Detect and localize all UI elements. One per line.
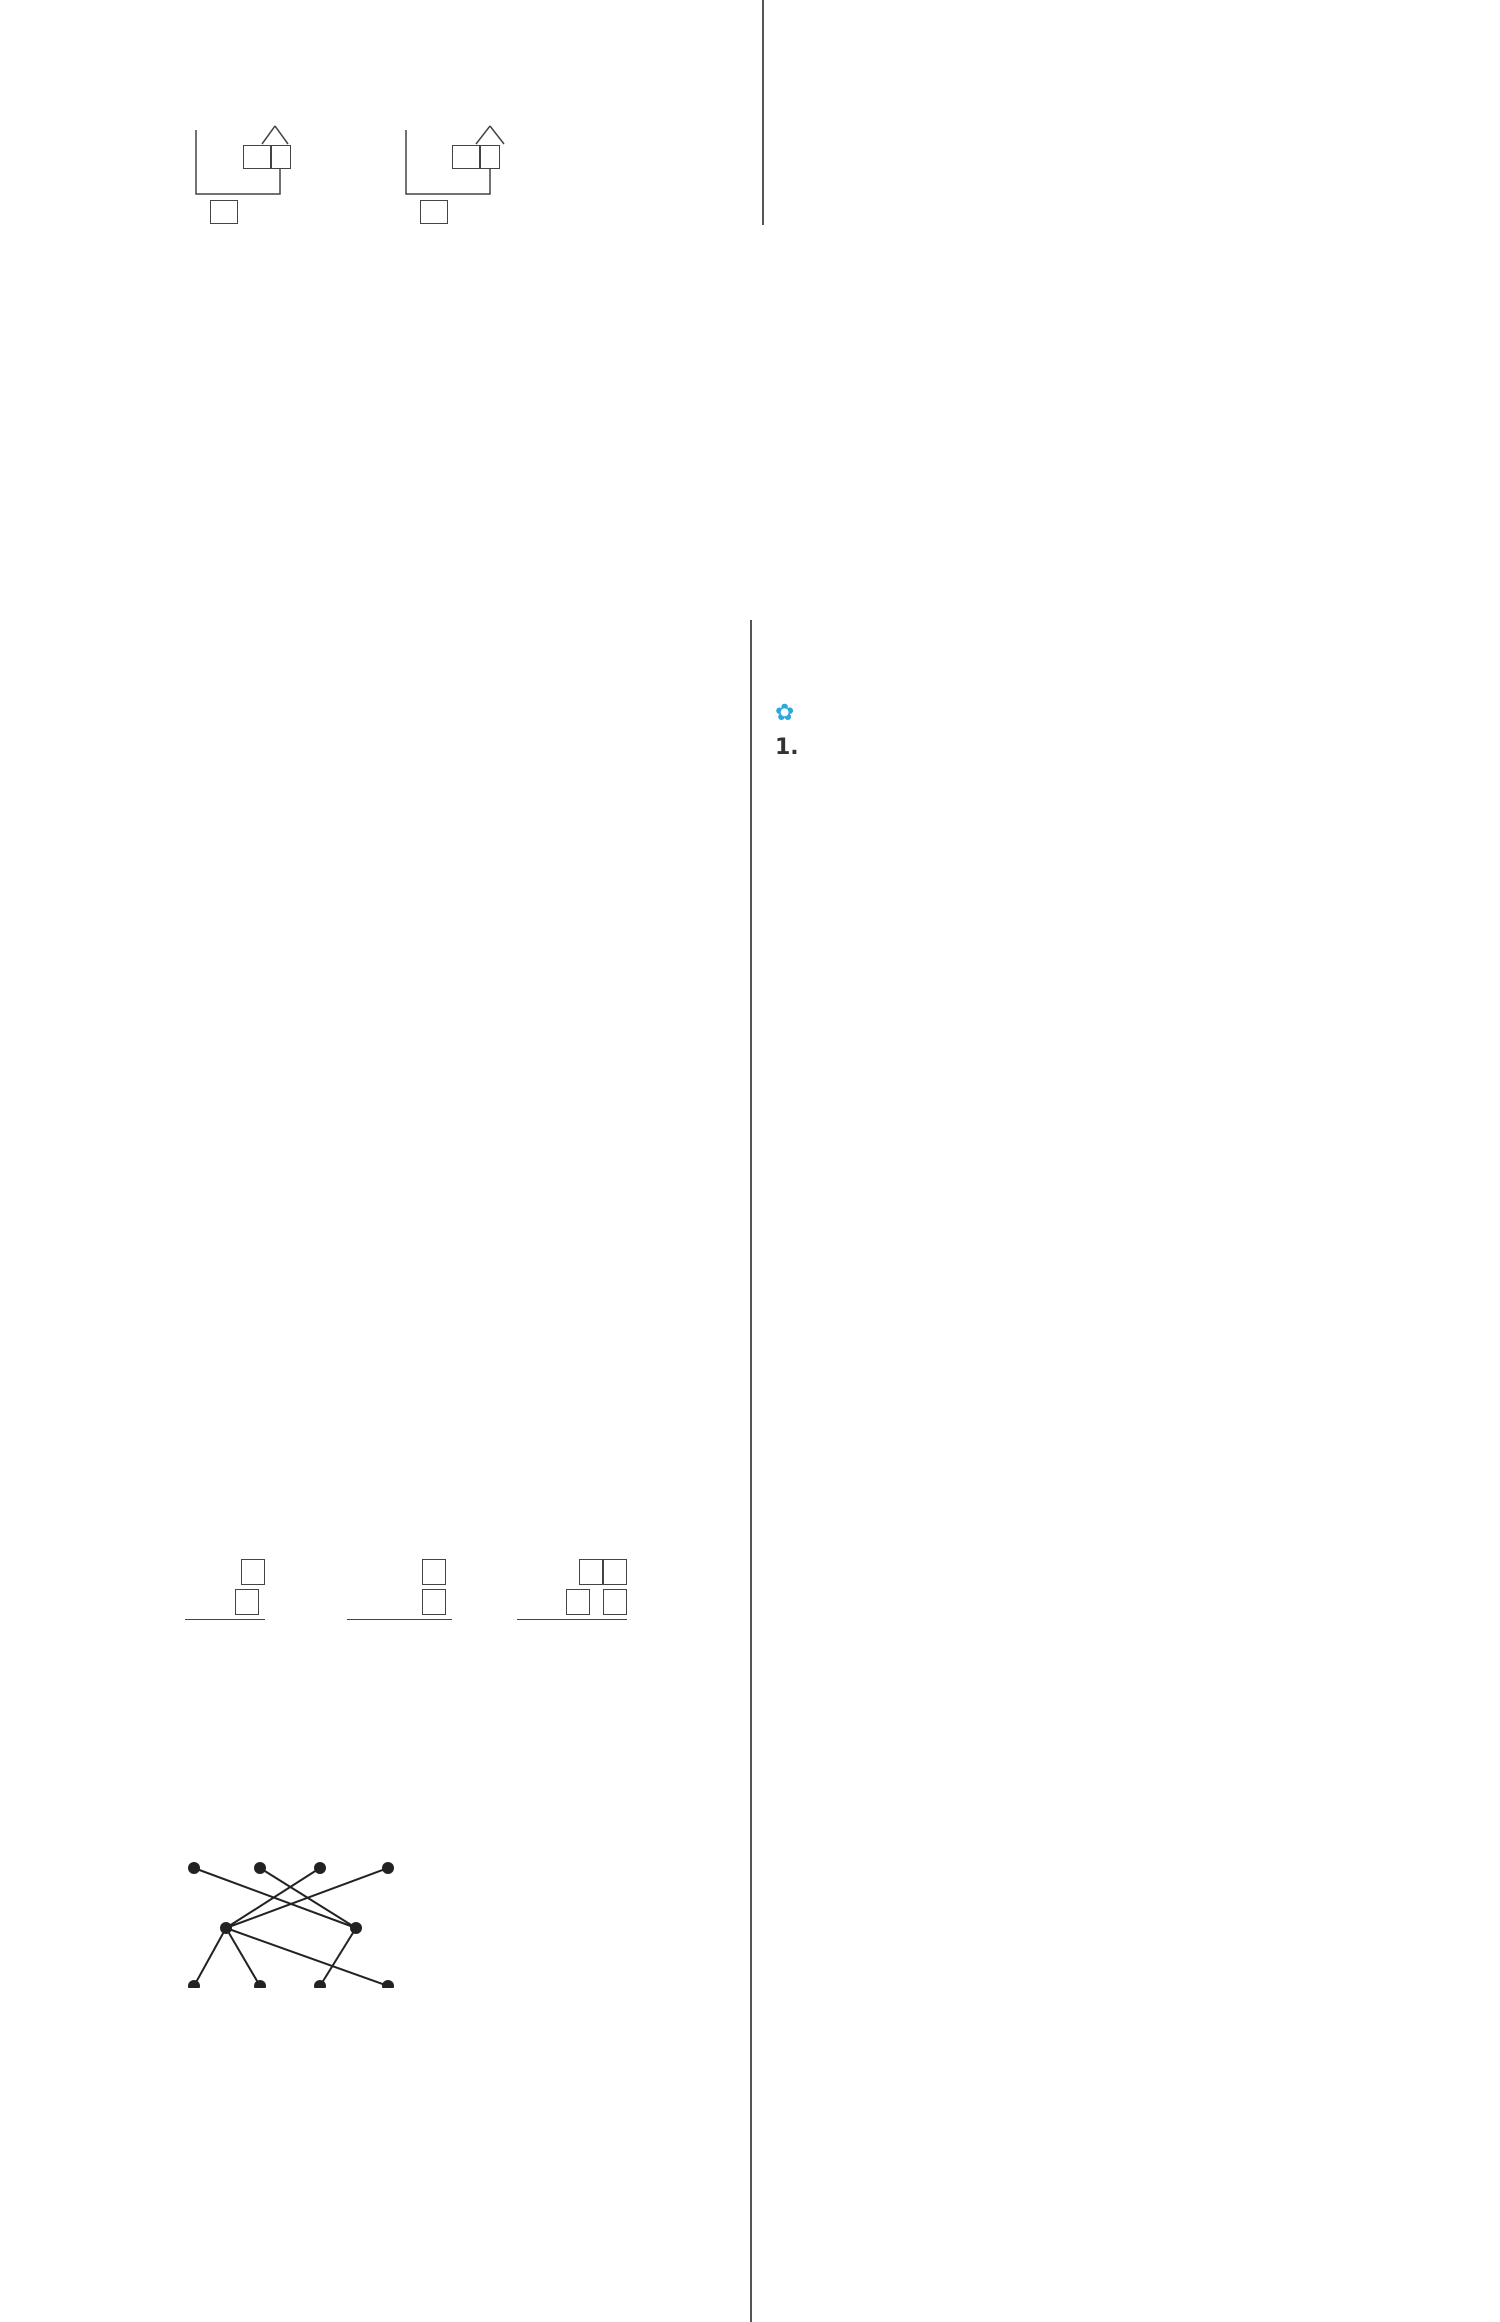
answer-cell (259, 1695, 325, 1732)
answer-cell (259, 1133, 325, 1170)
shi-row (145, 1732, 777, 1769)
matching-space (145, 1280, 777, 1412)
answer-cell (790, 154, 826, 194)
answer-cell (1072, 74, 1144, 114)
answer-cell (275, 1485, 327, 1522)
comparison-row (145, 870, 777, 913)
answer-cell (992, 194, 1072, 234)
answer-cell (256, 17, 322, 56)
d5-er-line (145, 2210, 777, 2247)
answer-cell (145, 1807, 183, 1844)
answer-cell (327, 1485, 377, 1522)
answer-cell (263, 698, 335, 741)
answer-cell (377, 1485, 437, 1522)
answer-cell (394, 17, 466, 56)
q2-eq2-result (420, 200, 448, 228)
answer-cell (183, 2100, 763, 2137)
answer-cell (790, 74, 826, 114)
answer-cell (145, 741, 191, 784)
answer-cell (263, 870, 335, 913)
answer-cell (992, 74, 1072, 114)
d5-er-line (145, 2247, 777, 2284)
answer-cell (145, 1170, 183, 1207)
answer-cell (801, 872, 889, 908)
answer-cell (227, 1023, 271, 1060)
answer-cell (183, 1023, 227, 1060)
q2-decomposition (160, 98, 164, 123)
answer-cell (145, 1990, 183, 2027)
answer-cell (145, 784, 191, 827)
answer-cell (191, 784, 263, 827)
answer-cell (325, 986, 397, 1023)
liu-row (145, 1243, 777, 1280)
comparison-row (145, 655, 777, 698)
answer-cell (325, 1207, 397, 1244)
column-divider (762, 0, 764, 225)
answer-cell (183, 1659, 583, 1696)
answer-cell (183, 2174, 763, 2211)
day4-row (790, 114, 1144, 154)
answer-cell (183, 1096, 259, 1133)
answer-cell (183, 1807, 743, 1844)
answer-cell (889, 801, 975, 837)
answer-cell (259, 1170, 325, 1207)
answer-cell (1061, 837, 1147, 873)
answer-cell: 1. (775, 735, 799, 760)
answer-cell (183, 2137, 763, 2174)
d5-er-line (145, 2174, 777, 2211)
answer-cell (183, 1485, 275, 1522)
answer-cell (775, 801, 801, 837)
d6t1-q1-row (775, 801, 1147, 837)
comparison-row (145, 827, 777, 870)
answer-cell (145, 1449, 183, 1486)
ba-row (145, 1485, 777, 1522)
answer-cell (191, 612, 263, 655)
answer-cell (145, 2210, 183, 2247)
answer-cell (178, 0, 256, 17)
answer-cell (145, 2284, 183, 2321)
answer-cell (889, 766, 975, 802)
answer-cell (145, 1953, 183, 1990)
answer-cell (145, 827, 191, 870)
answer-cell (801, 801, 889, 837)
wu-row (145, 1207, 777, 1244)
d6t1-q1-row (775, 837, 1147, 873)
answer-cell (183, 2284, 763, 2321)
answer-cell (263, 655, 335, 698)
answer-cell (394, 0, 466, 17)
day4-row (790, 74, 1144, 114)
answer-cell (1072, 194, 1144, 234)
answer-cell (375, 1023, 535, 1060)
d6t1-q1-row (775, 730, 1147, 766)
answer-cell (335, 1412, 465, 1449)
san-row (145, 950, 777, 987)
answer-cell (259, 950, 325, 987)
answer-cell (826, 194, 904, 234)
answer-cell (322, 56, 394, 95)
answer-cell (325, 1695, 397, 1732)
answer-cell (259, 1060, 325, 1097)
answer-cell (775, 766, 801, 802)
answer-cell (145, 2174, 183, 2211)
d5-er-line (145, 2027, 777, 2064)
right-column (775, 614, 1147, 908)
answer-cell (275, 1522, 327, 1559)
answer-cell (975, 730, 1061, 766)
day4-grid (790, 74, 1144, 234)
answer-cell (904, 154, 992, 194)
answer-cell (325, 1096, 397, 1133)
answer-cell (256, 0, 322, 17)
vertical-calc-1 (185, 1559, 265, 1650)
answer-cell (145, 1917, 183, 1954)
answer-cell (325, 1133, 397, 1170)
top-page-fragment (0, 0, 1500, 240)
answer-cell (183, 1133, 259, 1170)
answer-cell (145, 986, 183, 1023)
grid-row (178, 0, 466, 17)
answer-cell (790, 194, 826, 234)
answer-cell (183, 1732, 259, 1769)
day4-row (790, 154, 1144, 194)
answer-cell (145, 1695, 183, 1732)
answer-cell (145, 1096, 183, 1133)
answer-cell (975, 801, 1061, 837)
d5-er-line (145, 2137, 777, 2174)
answer-cell (790, 114, 826, 154)
comparison-row (145, 784, 777, 827)
answer-cell (145, 1023, 183, 1060)
d6t1-q1-row (775, 766, 1147, 802)
answer-cell (259, 1732, 325, 1769)
answer-cell (145, 870, 191, 913)
answer-cell (183, 1695, 259, 1732)
answer-cell (183, 2027, 763, 2064)
shi-row (145, 1695, 777, 1732)
answer-cell (145, 1060, 183, 1097)
answer-cell (992, 154, 1072, 194)
training-1-heading (775, 696, 1147, 730)
answer-cell (145, 2100, 183, 2137)
wu-row (145, 1170, 777, 1207)
answer-cell (889, 730, 975, 766)
answer-cell (904, 194, 992, 234)
answer-cell (178, 56, 256, 95)
answer-cell (1061, 766, 1147, 802)
d5-er-line (145, 2284, 777, 2321)
day6-title (775, 656, 1147, 696)
answer-cell (826, 74, 904, 114)
answer-cell (321, 1023, 375, 1060)
answer-cell (801, 837, 889, 873)
answer-cell (335, 1449, 465, 1486)
answer-cell (145, 1880, 183, 1917)
d5-er-line (145, 2100, 777, 2137)
answer-cell (975, 872, 1061, 908)
q2-eq1-result (210, 200, 238, 228)
answer-cell (801, 766, 889, 802)
left-column (145, 612, 777, 2320)
answer-cell (263, 784, 335, 827)
wu-row (145, 1060, 777, 1097)
answer-cell (191, 741, 263, 784)
answer-cell (322, 0, 394, 17)
jiu-note (145, 1659, 777, 1696)
answer-cell (1061, 801, 1147, 837)
top-left-number-grid (178, 0, 466, 95)
answer-cell (775, 872, 801, 908)
answer-cell (826, 154, 904, 194)
answer-cell (145, 2137, 183, 2174)
answer-cell (397, 913, 469, 950)
answer-cell (183, 913, 259, 950)
answer-cell (325, 1170, 397, 1207)
answer-cell (322, 17, 394, 56)
d5-er-line (145, 2064, 777, 2101)
answer-cell (325, 1732, 397, 1769)
q2-eq1-parts (243, 145, 291, 173)
d5-er-line (145, 1990, 777, 2027)
answer-cell (183, 1170, 259, 1207)
answer-cell (145, 1732, 183, 1769)
answer-cell (992, 114, 1072, 154)
answer-cell (975, 766, 1061, 802)
matching-lines (180, 1848, 420, 1988)
answer-cell (178, 17, 256, 56)
answer-cell (889, 872, 975, 908)
answer-cell (397, 950, 469, 987)
answer-cell (145, 1843, 183, 1880)
answer-cell (183, 1522, 275, 1559)
grid-row (178, 17, 466, 56)
qi-row (145, 1449, 777, 1486)
answer-cell (191, 827, 263, 870)
answer-cell (145, 1207, 183, 1244)
answer-cell (256, 56, 322, 95)
answer-cell (263, 612, 335, 655)
comparison-row (145, 741, 777, 784)
answer-cell (183, 1449, 259, 1486)
answer-cell (904, 114, 992, 154)
answer-cell (1061, 872, 1147, 908)
answer-cell (259, 986, 325, 1023)
san-row (145, 913, 777, 950)
grid-row (178, 56, 466, 95)
answer-cell (145, 698, 191, 741)
day4-row (790, 194, 1144, 234)
answer-cell (801, 730, 889, 766)
answer-cell (1072, 154, 1144, 194)
answer-cell (889, 837, 975, 873)
answer-cell (263, 827, 335, 870)
answer-cell (259, 1412, 335, 1449)
comparison-row (145, 612, 777, 655)
answer-cell (1061, 730, 1147, 766)
answer-cell (325, 950, 397, 987)
answer-cell (145, 655, 191, 698)
comparison-row (145, 698, 777, 741)
q2-eq2-parts (452, 145, 500, 173)
answer-cell (145, 913, 183, 950)
section-title (775, 614, 1147, 656)
san-row (145, 986, 777, 1023)
answer-cell (259, 913, 325, 950)
jiu-vertical-calcs (145, 1559, 777, 1659)
si-row (145, 1023, 777, 1060)
answer-cell (183, 2247, 763, 2284)
answer-cell (145, 1412, 183, 1449)
qi-row (145, 1412, 777, 1449)
wu-row (145, 1133, 777, 1170)
answer-cell (183, 2064, 763, 2101)
answer-cell (377, 1522, 437, 1559)
answer-cell (975, 837, 1061, 873)
ba-row (145, 1522, 777, 1559)
answer-cell (183, 950, 259, 987)
answer-cell (259, 1096, 325, 1133)
answer-cell (191, 698, 263, 741)
answer-cell (775, 837, 801, 873)
wu-row (145, 1096, 777, 1133)
answer-cell (183, 986, 259, 1023)
answer-cell (145, 612, 191, 655)
answer-cell (327, 1522, 377, 1559)
answer-cell (259, 1207, 325, 1244)
answer-cell (259, 1449, 335, 1486)
answer-cell (191, 870, 263, 913)
answer-cell (145, 2247, 183, 2284)
day5-title (145, 1769, 777, 1807)
answer-cell (145, 2064, 183, 2101)
answer-cell (183, 1412, 259, 1449)
answer-cell (145, 1485, 183, 1522)
d6t1-q1-row (775, 872, 1147, 908)
answer-cell (183, 1207, 259, 1244)
answer-cell (397, 986, 469, 1023)
answer-cell (1072, 114, 1144, 154)
d5-line (145, 1807, 777, 1844)
answer-cell (145, 1243, 205, 1280)
answer-cell (145, 1522, 183, 1559)
bottom-page (0, 600, 1500, 2322)
answer-cell (904, 74, 992, 114)
answer-cell (183, 1990, 763, 2027)
answer-cell (263, 741, 335, 784)
answer-cell (183, 2210, 777, 2247)
answer-cell (191, 655, 263, 698)
answer-cell (145, 1133, 183, 1170)
vertical-calc-2 (347, 1559, 452, 1650)
vertical-calc-3 (517, 1559, 627, 1650)
flower-icon: ✿ (775, 700, 795, 726)
answer-cell (394, 56, 466, 95)
answer-cell (183, 1060, 259, 1097)
answer-cell (145, 2027, 183, 2064)
answer-cell (145, 950, 183, 987)
answer-cell (325, 913, 397, 950)
answer-cell (826, 114, 904, 154)
answer-cell (271, 1023, 321, 1060)
answer-cell (325, 1060, 397, 1097)
